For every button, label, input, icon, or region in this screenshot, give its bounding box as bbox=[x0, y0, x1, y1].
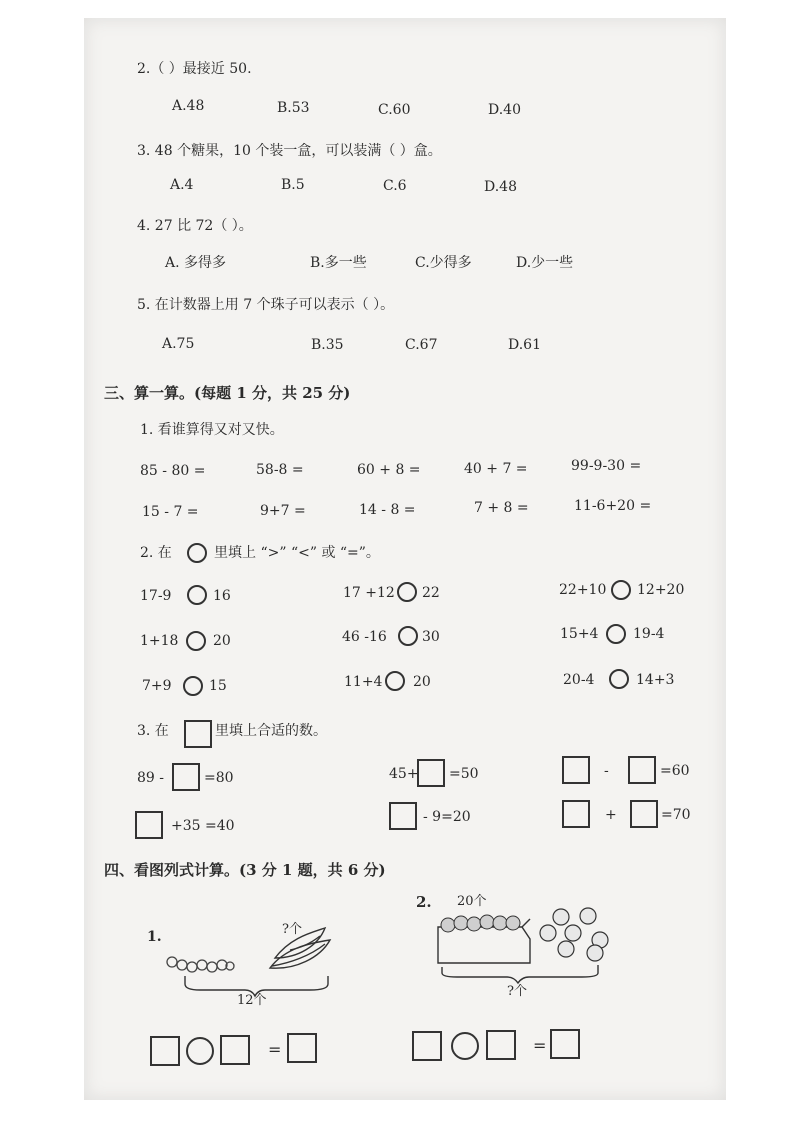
fill-3-right: =60 bbox=[660, 763, 690, 779]
compare-4-right: 20 bbox=[213, 633, 231, 649]
compare-9-left: 20-4 bbox=[563, 672, 595, 688]
q5-option-b: B.35 bbox=[311, 337, 344, 353]
fill-6-right: =70 bbox=[661, 807, 691, 823]
beans-icon bbox=[167, 957, 234, 972]
fill-2-box[interactable] bbox=[417, 759, 445, 787]
q3-stem: 3. 48 个糖果，10 个装一盒，可以装满（ ）盒。 bbox=[137, 143, 442, 159]
fill-2-left: 45+ bbox=[389, 766, 419, 782]
fill-1-right: =80 bbox=[204, 770, 234, 786]
fill-4-right: +35 =40 bbox=[171, 818, 235, 834]
q3-option-c: C.6 bbox=[383, 178, 407, 194]
p2-label: 20个 bbox=[457, 894, 487, 909]
section-3-title: 三、算一算。(每题 1 分，共 25 分) bbox=[104, 384, 351, 402]
q5-option-c: C.67 bbox=[405, 337, 438, 353]
q2-option-b: B.53 bbox=[277, 100, 310, 116]
compare-circle-icon bbox=[187, 543, 207, 563]
fill-box-icon bbox=[184, 720, 212, 748]
calc-3: 60 + 8 = bbox=[357, 462, 421, 478]
p2-question: ?个 bbox=[507, 984, 527, 999]
compare-2-left: 17 +12 bbox=[343, 585, 395, 601]
s3-q3-stem-a: 3. 在 bbox=[137, 723, 169, 739]
compare-7-left: 7+9 bbox=[142, 678, 172, 694]
s3-q3-stem-b: 里填上合适的数。 bbox=[215, 723, 327, 739]
p1-operator-circle[interactable] bbox=[186, 1037, 214, 1065]
section-4-title: 四、看图列式计算。(3 分 1 题，共 6 分) bbox=[104, 861, 386, 879]
calc-9: 7 + 8 = bbox=[474, 500, 529, 516]
q3-option-b: B.5 bbox=[281, 177, 305, 193]
calc-2: 58-8 = bbox=[256, 462, 304, 478]
q5-option-d: D.61 bbox=[508, 337, 541, 353]
q4-option-a: A. 多得多 bbox=[165, 255, 227, 271]
fill-1-box[interactable] bbox=[172, 763, 200, 791]
p2-answer-box-3[interactable] bbox=[550, 1029, 580, 1059]
calc-1: 85 - 80 = bbox=[140, 463, 206, 479]
q3-option-a: A.4 bbox=[170, 177, 194, 193]
compare-9-circle[interactable] bbox=[609, 669, 629, 689]
p1-number: 1. bbox=[147, 929, 162, 945]
fill-4-box[interactable] bbox=[135, 811, 163, 839]
compare-3-left: 22+10 bbox=[559, 582, 607, 598]
p2-answer-box-1[interactable] bbox=[412, 1031, 442, 1061]
s3-q2-stem-a: 2. 在 bbox=[140, 545, 172, 561]
fill-3-box-a[interactable] bbox=[562, 756, 590, 784]
compare-5-circle[interactable] bbox=[398, 626, 418, 646]
fill-6-box-a[interactable] bbox=[562, 800, 590, 828]
compare-2-circle[interactable] bbox=[397, 582, 417, 602]
compare-3-circle[interactable] bbox=[611, 580, 631, 600]
calc-8: 14 - 8 = bbox=[359, 502, 416, 518]
compare-6-left: 15+4 bbox=[560, 626, 599, 642]
compare-8-circle[interactable] bbox=[385, 671, 405, 691]
p2-picture bbox=[432, 905, 622, 987]
p2-operator-circle[interactable] bbox=[451, 1032, 479, 1060]
fill-6-op: + bbox=[605, 807, 617, 823]
p1-answer-box-3[interactable] bbox=[287, 1033, 317, 1063]
q2-stem: 2.（ ）最接近 50. bbox=[137, 61, 252, 77]
p1-total: 12个 bbox=[237, 993, 267, 1008]
p2-answer-box-2[interactable] bbox=[486, 1030, 516, 1060]
compare-6-right: 19-4 bbox=[633, 626, 665, 642]
q4-option-b: B.多一些 bbox=[310, 255, 367, 271]
fill-2-right: =50 bbox=[449, 766, 479, 782]
compare-8-left: 11+4 bbox=[344, 674, 383, 690]
fill-3-op: - bbox=[604, 763, 609, 779]
compare-1-right: 16 bbox=[213, 588, 231, 604]
fill-3-box-b[interactable] bbox=[628, 756, 656, 784]
calc-4: 40 + 7 = bbox=[464, 461, 528, 477]
compare-7-circle[interactable] bbox=[183, 676, 203, 696]
fill-6-box-b[interactable] bbox=[630, 800, 658, 828]
q4-option-d: D.少一些 bbox=[516, 255, 574, 271]
p2-number: 2. bbox=[416, 893, 432, 911]
compare-1-left: 17-9 bbox=[140, 588, 172, 604]
calc-10: 11-6+20 = bbox=[574, 498, 652, 514]
compare-4-circle[interactable] bbox=[186, 631, 206, 651]
calc-5: 99-9-30 = bbox=[571, 458, 642, 474]
q3-option-d: D.48 bbox=[484, 179, 517, 195]
compare-5-left: 46 -16 bbox=[342, 629, 387, 645]
compare-8-right: 20 bbox=[413, 674, 431, 690]
compare-5-right: 30 bbox=[422, 629, 440, 645]
balls-in-basket-icon bbox=[441, 915, 520, 932]
compare-3-right: 12+20 bbox=[637, 582, 685, 598]
compare-7-right: 15 bbox=[209, 678, 227, 694]
q4-stem: 4. 27 比 72（ ）。 bbox=[137, 218, 253, 234]
compare-2-right: 22 bbox=[422, 585, 440, 601]
calc-6: 15 - 7 = bbox=[142, 504, 199, 520]
loose-balls-icon bbox=[540, 908, 608, 961]
compare-9-right: 14+3 bbox=[636, 672, 675, 688]
p1-equals: = bbox=[268, 1040, 282, 1059]
s3-q2-stem-b: 里填上 “>” “<” 或 “=”。 bbox=[214, 545, 380, 561]
q2-option-a: A.48 bbox=[172, 98, 205, 114]
s3-q1-stem: 1. 看谁算得又对又快。 bbox=[140, 422, 284, 438]
compare-4-left: 1+18 bbox=[140, 633, 179, 649]
p1-answer-box-2[interactable] bbox=[220, 1035, 250, 1065]
p2-equals: = bbox=[533, 1036, 547, 1055]
q5-option-a: A.75 bbox=[162, 336, 195, 352]
q5-stem: 5. 在计数器上用 7 个珠子可以表示（ ）。 bbox=[137, 297, 395, 313]
q2-option-c: C.60 bbox=[378, 102, 411, 118]
fill-1-left: 89 - bbox=[137, 770, 164, 786]
p2-brace bbox=[442, 965, 598, 983]
p1-question: ?个 bbox=[282, 922, 302, 937]
fill-5-box[interactable] bbox=[389, 802, 417, 830]
q2-option-d: D.40 bbox=[488, 102, 521, 118]
q4-option-c: C.少得多 bbox=[415, 255, 472, 271]
fill-5-right: - 9=20 bbox=[423, 809, 471, 825]
compare-1-circle[interactable] bbox=[187, 585, 207, 605]
calc-7: 9+7 = bbox=[260, 503, 306, 519]
p1-answer-box-1[interactable] bbox=[150, 1036, 180, 1066]
compare-6-circle[interactable] bbox=[606, 624, 626, 644]
